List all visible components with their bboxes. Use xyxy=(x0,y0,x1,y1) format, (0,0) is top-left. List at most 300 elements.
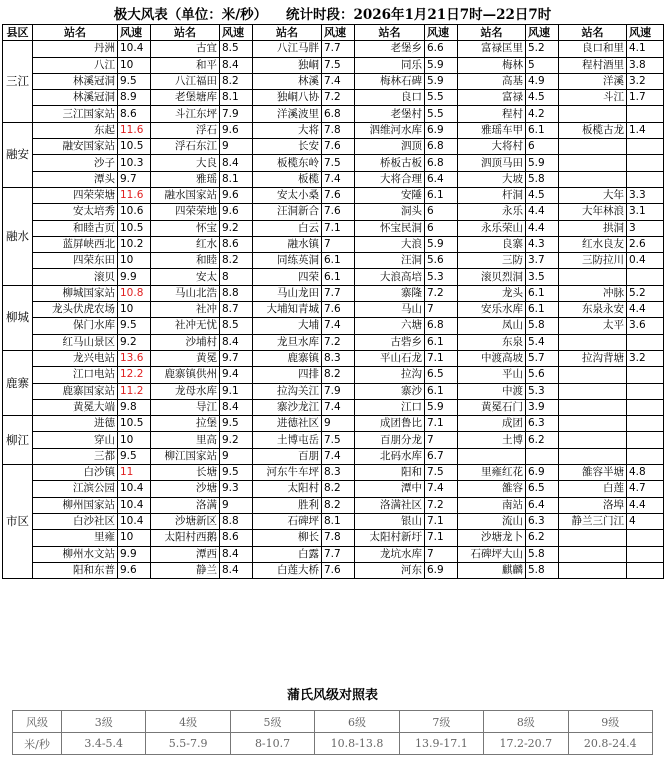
wind-speed-cell: 8.2 xyxy=(322,367,355,383)
station-name-cell xyxy=(559,546,627,562)
station-name-cell: 桥板古板 xyxy=(355,155,425,171)
table-row xyxy=(3,139,664,155)
station-name-cell: 融安国家站 xyxy=(33,139,118,155)
wind-speed-cell: 3.5 xyxy=(526,269,559,285)
station-name-cell: 长安 xyxy=(253,139,322,155)
wind-speed-cell: 5.9 xyxy=(526,155,559,171)
station-name-cell: 安太培秀 xyxy=(33,204,118,220)
station-name-cell: 老堡村 xyxy=(355,106,425,122)
station-name-cell: 沙塘龙卜 xyxy=(458,530,526,546)
wind-speed-cell: 7.4 xyxy=(425,481,458,497)
beaufort-range-cell: 8-10.7 xyxy=(230,733,314,755)
station-name-cell: 拉沟 xyxy=(355,367,425,383)
wind-speed-cell: 10 xyxy=(118,57,151,73)
station-name-cell: 蓝屏峡西北 xyxy=(33,236,118,252)
station-name-cell: 冲脉 xyxy=(559,285,627,301)
wind-speed-cell: 7 xyxy=(425,432,458,448)
wind-speed-cell: 6.1 xyxy=(526,122,559,138)
station-name-cell: 柳江国家站 xyxy=(151,448,220,464)
wind-speed-cell: 6.1 xyxy=(425,187,458,203)
station-name-cell: 潭西 xyxy=(151,546,220,562)
beaufort-level-cell: 9级 xyxy=(568,711,652,733)
beaufort-level-cell: 5级 xyxy=(230,711,314,733)
wind-speed-cell xyxy=(627,448,664,464)
table-row xyxy=(3,546,664,562)
station-name-cell: 独峒八协 xyxy=(253,90,322,106)
station-name-cell: 麒麟 xyxy=(458,562,526,578)
wind-speed-cell: 5.2 xyxy=(526,41,559,57)
beaufort-range-cell: 20.8-24.4 xyxy=(568,733,652,755)
station-name-cell: 雒容 xyxy=(458,481,526,497)
station-name-cell xyxy=(559,530,627,546)
wind-speed-cell: 9 xyxy=(220,448,253,464)
station-name-cell: 阳和 xyxy=(355,465,425,481)
wind-speed-cell: 6.9 xyxy=(425,562,458,578)
station-name-cell: 四荣荣塘 xyxy=(33,187,118,203)
station-name-cell: 土博 xyxy=(458,432,526,448)
wind-speed-cell: 9.6 xyxy=(118,562,151,578)
wind-speed-cell: 10.4 xyxy=(118,497,151,513)
station-name-cell: 良口 xyxy=(355,90,425,106)
wind-speed-cell: 5.9 xyxy=(425,236,458,252)
table-row xyxy=(3,187,664,203)
wind-speed-cell: 11.2 xyxy=(118,383,151,399)
station-name-cell xyxy=(559,399,627,415)
wind-speed-cell: 3.3 xyxy=(627,187,664,203)
station-name-cell: 穿山 xyxy=(33,432,118,448)
wind-speed-cell: 6.4 xyxy=(425,171,458,187)
wind-speed-cell xyxy=(627,269,664,285)
wind-speed-cell: 4.8 xyxy=(627,465,664,481)
wind-speed-cell: 3.2 xyxy=(627,73,664,89)
station-name-cell: 林溪冠洞 xyxy=(33,73,118,89)
station-name-cell: 老堡塘库 xyxy=(151,90,220,106)
station-name-cell: 大将村 xyxy=(458,139,526,155)
table-row xyxy=(3,334,664,350)
station-name-cell: 和平 xyxy=(151,57,220,73)
station-name-cell: 八江 xyxy=(33,57,118,73)
wind-speed-cell: 1.4 xyxy=(627,122,664,138)
area-cell: 鹿寨 xyxy=(3,350,33,415)
wind-speed-cell: 7.5 xyxy=(322,155,355,171)
table-row xyxy=(3,562,664,578)
header-station: 站名 xyxy=(253,25,322,41)
header-speed: 风速 xyxy=(425,25,458,41)
wind-speed-cell: 5.8 xyxy=(526,171,559,187)
wind-speed-cell: 6.9 xyxy=(425,122,458,138)
wind-speed-cell: 0.4 xyxy=(627,253,664,269)
station-name-cell: 龙头 xyxy=(458,285,526,301)
wind-speed-cell: 6 xyxy=(425,220,458,236)
station-name-cell: 大将合理 xyxy=(355,171,425,187)
wind-speed-cell: 6.1 xyxy=(425,383,458,399)
table-header-row xyxy=(3,25,664,41)
station-name-cell: 柳城国家站 xyxy=(33,285,118,301)
station-name-cell: 泗维河水库 xyxy=(355,122,425,138)
wind-speed-cell: 8.5 xyxy=(220,41,253,57)
wind-speed-cell: 9 xyxy=(220,497,253,513)
wind-speed-cell: 5.3 xyxy=(425,269,458,285)
station-name-cell: 白莲 xyxy=(559,481,627,497)
station-name-cell: 流山 xyxy=(458,513,526,529)
wind-speed-cell: 3.2 xyxy=(627,350,664,366)
station-name-cell: 导江 xyxy=(151,399,220,415)
station-name-cell: 丹洲 xyxy=(33,41,118,57)
wind-speed-cell: 3.8 xyxy=(627,57,664,73)
wind-speed-cell: 7.5 xyxy=(425,465,458,481)
wind-speed-cell: 8.4 xyxy=(220,546,253,562)
wind-speed-cell xyxy=(526,448,559,464)
wind-speed-cell: 9.5 xyxy=(118,73,151,89)
station-name-cell: 平山 xyxy=(458,367,526,383)
wind-speed-cell: 9.5 xyxy=(118,448,151,464)
wind-speed-cell xyxy=(627,432,664,448)
station-name-cell: 东泉 xyxy=(458,334,526,350)
station-name-cell: 三防拉川 xyxy=(559,253,627,269)
station-name-cell: 太阳村 xyxy=(253,481,322,497)
wind-speed-cell: 7.1 xyxy=(322,220,355,236)
station-name-cell: 怀宝民洞 xyxy=(355,220,425,236)
wind-speed-cell: 9.2 xyxy=(118,334,151,350)
wind-speed-cell: 7.4 xyxy=(322,448,355,464)
wind-speed-cell: 10.3 xyxy=(118,155,151,171)
station-name-cell: 和睦古页 xyxy=(33,220,118,236)
wind-speed-cell: 7.9 xyxy=(322,383,355,399)
header-speed: 风速 xyxy=(220,25,253,41)
wind-speed-cell: 6.2 xyxy=(526,432,559,448)
station-name-cell: 沙子 xyxy=(33,155,118,171)
table-row xyxy=(3,416,664,432)
wind-speed-cell: 5.9 xyxy=(425,399,458,415)
table-row xyxy=(3,204,664,220)
station-name-cell: 凤山 xyxy=(458,318,526,334)
wind-speed-cell: 8.4 xyxy=(220,155,253,171)
wind-speed-cell: 7.7 xyxy=(322,41,355,57)
station-name-cell: 柳长 xyxy=(253,530,322,546)
wind-speed-cell: 11.6 xyxy=(118,122,151,138)
wind-speed-cell: 8.2 xyxy=(322,497,355,513)
station-name-cell: 长塘 xyxy=(151,465,220,481)
station-name-cell: 寨沙龙江 xyxy=(253,399,322,415)
station-name-cell: 鹿寨国家站 xyxy=(33,383,118,399)
wind-speed-cell: 8.4 xyxy=(220,334,253,350)
wind-speed-cell: 8.5 xyxy=(220,318,253,334)
station-name-cell: 泗顶马田 xyxy=(458,155,526,171)
wind-speed-cell xyxy=(627,399,664,415)
station-name-cell: 滚贝烈洞 xyxy=(458,269,526,285)
wind-speed-cell: 9.5 xyxy=(118,318,151,334)
table-row xyxy=(3,41,664,57)
station-name-cell: 龙母水库 xyxy=(151,383,220,399)
station-name-cell: 石碑坪 xyxy=(253,513,322,529)
wind-speed-cell: 5 xyxy=(526,57,559,73)
wind-speed-cell: 8.3 xyxy=(322,350,355,366)
station-name-cell: 六塘 xyxy=(355,318,425,334)
station-name-cell: 马山 xyxy=(355,302,425,318)
station-name-cell: 鹿寨镇 xyxy=(253,350,322,366)
station-name-cell: 安乐水库 xyxy=(458,302,526,318)
wind-speed-cell: 9.7 xyxy=(220,350,253,366)
wind-speed-cell: 10.4 xyxy=(118,41,151,57)
station-name-cell: 八江福田 xyxy=(151,73,220,89)
wind-speed-cell: 9.9 xyxy=(118,546,151,562)
wind-speed-cell: 5.3 xyxy=(526,383,559,399)
wind-speed-cell: 9.2 xyxy=(220,432,253,448)
station-name-cell: 大将 xyxy=(253,122,322,138)
header-station: 站名 xyxy=(33,25,118,41)
station-name-cell: 潭中 xyxy=(355,481,425,497)
station-name-cell: 大浪高培 xyxy=(355,269,425,285)
station-name-cell: 和睦 xyxy=(151,253,220,269)
table-row xyxy=(3,73,664,89)
wind-speed-cell: 2.6 xyxy=(627,236,664,252)
wind-speed-cell: 7.4 xyxy=(322,73,355,89)
wind-speed-cell: 4.5 xyxy=(526,187,559,203)
station-name-cell: 同练英洞 xyxy=(253,253,322,269)
wind-speed-cell: 8 xyxy=(220,269,253,285)
station-name-cell: 鹿寨镇供州 xyxy=(151,367,220,383)
station-name-cell: 洛满 xyxy=(151,497,220,513)
station-name-cell: 良口和里 xyxy=(559,41,627,57)
station-name-cell: 拉堡 xyxy=(151,416,220,432)
beaufort-level-cell: 4级 xyxy=(146,711,230,733)
station-name-cell xyxy=(559,106,627,122)
wind-speed-cell: 6.5 xyxy=(425,367,458,383)
station-name-cell: 梅林石碑 xyxy=(355,73,425,89)
station-name-cell xyxy=(458,448,526,464)
wind-speed-cell: 7.9 xyxy=(220,106,253,122)
wind-speed-cell: 8.2 xyxy=(322,481,355,497)
wind-speed-cell: 9.1 xyxy=(220,383,253,399)
station-name-cell: 洋溪波里 xyxy=(253,106,322,122)
station-name-cell: 太阳村西鹅 xyxy=(151,530,220,546)
station-name-cell: 黄冕大端 xyxy=(33,399,118,415)
area-cell: 市区 xyxy=(3,465,33,579)
station-name-cell: 红水 xyxy=(151,236,220,252)
header-station: 站名 xyxy=(559,25,627,41)
station-name-cell: 红马山景区 xyxy=(33,334,118,350)
wind-speed-cell: 7.6 xyxy=(322,187,355,203)
wind-speed-cell: 3.7 xyxy=(526,253,559,269)
wind-speed-cell: 6.1 xyxy=(526,302,559,318)
station-name-cell: 富禄匡里 xyxy=(458,41,526,57)
station-name-cell: 程村酒里 xyxy=(559,57,627,73)
station-name-cell: 林溪冠洞 xyxy=(33,90,118,106)
table-row xyxy=(3,122,664,138)
station-name-cell: 中渡高坡 xyxy=(458,350,526,366)
station-name-cell: 安陲 xyxy=(355,187,425,203)
table-row xyxy=(3,465,664,481)
beaufort-table xyxy=(12,710,653,755)
station-name-cell: 白沙镇 xyxy=(33,465,118,481)
wind-speed-cell: 6.1 xyxy=(322,253,355,269)
wind-speed-cell: 10.2 xyxy=(118,236,151,252)
wind-speed-cell: 4.1 xyxy=(627,41,664,57)
wind-speed-cell: 7.2 xyxy=(322,90,355,106)
station-name-cell: 龙坑水库 xyxy=(355,546,425,562)
table-row xyxy=(3,448,664,464)
station-name-cell: 洋溪 xyxy=(559,73,627,89)
table-row xyxy=(3,399,664,415)
station-name-cell: 浮石 xyxy=(151,122,220,138)
wind-speed-cell: 13.6 xyxy=(118,350,151,366)
station-name-cell: 东起 xyxy=(33,122,118,138)
station-name-cell: 龙兴电站 xyxy=(33,350,118,366)
station-name-cell: 成团 xyxy=(458,416,526,432)
station-name-cell: 三江国家站 xyxy=(33,106,118,122)
wind-speed-cell: 6.9 xyxy=(526,465,559,481)
wind-speed-cell: 7 xyxy=(425,546,458,562)
wind-speed-cell: 8.6 xyxy=(118,106,151,122)
table-row xyxy=(3,513,664,529)
wind-speed-cell: 7.2 xyxy=(322,334,355,350)
beaufort-level-row xyxy=(13,711,653,733)
wind-speed-cell: 5.8 xyxy=(526,562,559,578)
wind-speed-cell: 8.6 xyxy=(220,236,253,252)
wind-speed-cell: 6.6 xyxy=(425,41,458,57)
beaufort-level-cell: 6级 xyxy=(315,711,399,733)
wind-speed-cell xyxy=(627,334,664,350)
station-name-cell: 永乐 xyxy=(458,204,526,220)
station-name-cell: 土博屯岳 xyxy=(253,432,322,448)
wind-speed-cell: 7.6 xyxy=(322,204,355,220)
wind-speed-cell: 4.7 xyxy=(627,481,664,497)
table-row xyxy=(3,236,664,252)
station-name-cell: 杆洞 xyxy=(458,187,526,203)
station-name-cell: 安太小桑 xyxy=(253,187,322,203)
table-row xyxy=(3,481,664,497)
area-cell: 融水 xyxy=(3,187,33,285)
wind-speed-cell xyxy=(627,367,664,383)
station-name-cell: 高基 xyxy=(458,73,526,89)
wind-speed-cell: 6.4 xyxy=(526,497,559,513)
station-name-cell: 洛埠 xyxy=(559,497,627,513)
wind-speed-cell: 4.2 xyxy=(526,106,559,122)
station-name-cell: 社冲无忧 xyxy=(151,318,220,334)
wind-speed-cell: 8.4 xyxy=(220,57,253,73)
table-row xyxy=(3,220,664,236)
station-name-cell: 银山 xyxy=(355,513,425,529)
table-row xyxy=(3,367,664,383)
wind-speed-cell: 7.6 xyxy=(322,562,355,578)
wind-speed-cell: 8.2 xyxy=(220,73,253,89)
station-name-cell: 龙旦水库 xyxy=(253,334,322,350)
wind-speed-cell: 10.5 xyxy=(118,416,151,432)
station-name-cell: 静兰三门江 xyxy=(559,513,627,529)
station-name-cell: 红水良友 xyxy=(559,236,627,252)
station-name-cell: 龙头伏虎农场 xyxy=(33,302,118,318)
station-name-cell xyxy=(559,334,627,350)
station-name-cell: 南站 xyxy=(458,497,526,513)
station-name-cell: 太平 xyxy=(559,318,627,334)
wind-speed-cell: 4.5 xyxy=(526,90,559,106)
wind-speed-cell: 6.1 xyxy=(425,334,458,350)
station-name-cell: 四荣东田 xyxy=(33,253,118,269)
station-name-cell: 大坡 xyxy=(458,171,526,187)
station-name-cell: 大浪 xyxy=(355,236,425,252)
station-name-cell: 三防 xyxy=(458,253,526,269)
wind-speed-cell: 10 xyxy=(118,432,151,448)
wind-speed-cell: 3.6 xyxy=(627,318,664,334)
wind-speed-cell: 10.8 xyxy=(118,285,151,301)
table-row xyxy=(3,253,664,269)
wind-speed-cell: 9.4 xyxy=(220,367,253,383)
station-name-cell: 古砦乡 xyxy=(355,334,425,350)
station-name-cell xyxy=(559,171,627,187)
table-row xyxy=(3,383,664,399)
table-row xyxy=(3,285,664,301)
wind-speed-cell: 8.6 xyxy=(220,530,253,546)
wind-speed-cell: 11.6 xyxy=(118,187,151,203)
station-name-cell xyxy=(559,432,627,448)
wind-speed-cell: 7.2 xyxy=(425,285,458,301)
station-name-cell: 平山石龙 xyxy=(355,350,425,366)
beaufort-level-cell: 8级 xyxy=(484,711,568,733)
station-name-cell: 黄冕 xyxy=(151,350,220,366)
wind-speed-cell: 6.3 xyxy=(526,416,559,432)
station-name-cell: 梅林 xyxy=(458,57,526,73)
wind-speed-cell: 8.8 xyxy=(220,285,253,301)
station-name-cell: 拉沟背塘 xyxy=(559,350,627,366)
station-name-cell: 胜利 xyxy=(253,497,322,513)
wind-speed-cell: 5.4 xyxy=(526,334,559,350)
wind-speed-cell: 5.5 xyxy=(425,90,458,106)
wind-speed-cell: 5.6 xyxy=(526,367,559,383)
station-name-cell xyxy=(559,416,627,432)
wind-speed-cell xyxy=(627,546,664,562)
wind-speed-cell: 9.5 xyxy=(220,465,253,481)
station-name-cell: 板榄古龙 xyxy=(559,122,627,138)
wind-speed-cell: 9.7 xyxy=(118,171,151,187)
wind-speed-cell: 4.9 xyxy=(526,73,559,89)
station-name-cell: 中渡 xyxy=(458,383,526,399)
header-area: 县区 xyxy=(3,25,33,41)
wind-speed-cell: 10.4 xyxy=(118,481,151,497)
wind-speed-cell: 6.8 xyxy=(425,318,458,334)
wind-speed-cell: 7 xyxy=(425,302,458,318)
station-name-cell: 大良 xyxy=(151,155,220,171)
wind-speed-cell: 7.2 xyxy=(425,497,458,513)
wind-speed-cell: 5.2 xyxy=(627,285,664,301)
wind-speed-cell: 5.9 xyxy=(425,73,458,89)
wind-speed-cell: 6.1 xyxy=(322,269,355,285)
wind-speed-cell: 7.4 xyxy=(322,399,355,415)
wind-speed-cell xyxy=(627,106,664,122)
wind-speed-cell: 8.7 xyxy=(220,302,253,318)
wind-speed-cell: 4.3 xyxy=(526,236,559,252)
wind-speed-cell: 10.4 xyxy=(118,513,151,529)
beaufort-range-cell: 17.2-20.7 xyxy=(484,733,568,755)
station-name-cell: 江滨公园 xyxy=(33,481,118,497)
station-name-cell: 寨沙 xyxy=(355,383,425,399)
header-station: 站名 xyxy=(458,25,526,41)
wind-speed-cell: 9.5 xyxy=(220,416,253,432)
wind-speed-cell: 8.8 xyxy=(220,513,253,529)
wind-speed-cell: 6.3 xyxy=(526,513,559,529)
table-row xyxy=(3,350,664,366)
wind-speed-cell: 5.8 xyxy=(526,318,559,334)
header-speed: 风速 xyxy=(627,25,664,41)
station-name-cell: 寨隆 xyxy=(355,285,425,301)
station-name-cell: 柳州国家站 xyxy=(33,497,118,513)
station-name-cell: 成团鲁比 xyxy=(355,416,425,432)
station-name-cell: 白云 xyxy=(253,220,322,236)
station-name-cell: 保门水库 xyxy=(33,318,118,334)
station-name-cell xyxy=(559,383,627,399)
header-speed: 风速 xyxy=(118,25,151,41)
station-name-cell: 白露 xyxy=(253,546,322,562)
station-name-cell xyxy=(559,139,627,155)
